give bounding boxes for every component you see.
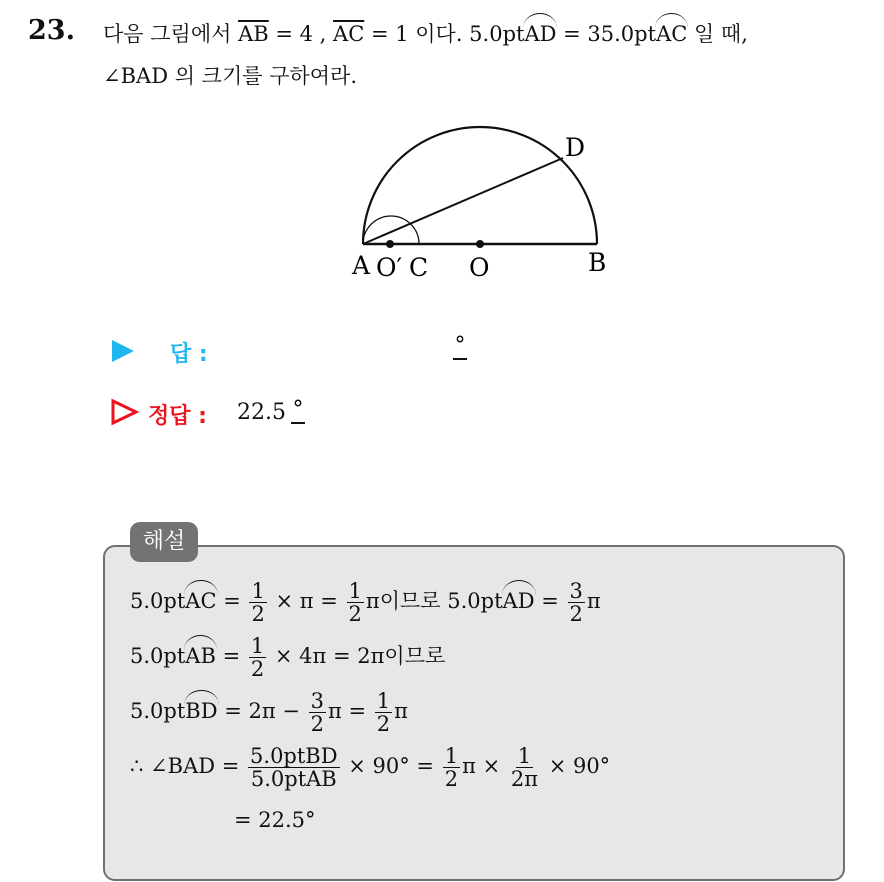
- eq-text: × 4π = 2π이므로: [268, 644, 446, 669]
- question-text: = 4 ,: [268, 22, 334, 46]
- correct-arrow-icon: [110, 398, 140, 426]
- question-text: = 1 이다. 5.0pt: [364, 22, 525, 46]
- fraction-half: $\frac{1}{2}$: [251, 579, 265, 627]
- fraction-half: $\frac{1}{2}$: [376, 689, 391, 737]
- chord-ad: [363, 158, 563, 244]
- point-o: [476, 240, 484, 248]
- answer-label: 답 :: [170, 342, 208, 367]
- eq-text: =: [221, 754, 247, 779]
- arc-bd: BD: [185, 699, 218, 724]
- answer-unit: °: [454, 333, 466, 358]
- question-line-1: [103, 18, 748, 48]
- semicircle-figure: [330, 110, 630, 290]
- question-text: 다음 그림에서: [103, 22, 239, 46]
- solution-line-1: [130, 580, 601, 625]
- arc-ac: AC: [185, 589, 217, 614]
- solution-line-5: = 22.5°: [234, 808, 316, 832]
- prefix-text: 5.0pt: [130, 699, 186, 724]
- prefix-text: 5.0pt: [130, 589, 186, 614]
- solution-line-3: [130, 690, 408, 735]
- question-number: 23.: [28, 15, 75, 46]
- answer-arrow-icon: [112, 340, 134, 362]
- prefix-text: 5.0pt: [130, 644, 186, 669]
- question-text: = 35.0pt: [556, 22, 657, 46]
- segment-ac: $\overline{AC}$: [333, 22, 365, 46]
- fraction-three-halves: $\frac{3}{2}$: [310, 689, 324, 737]
- eq-text: π ×: [462, 754, 507, 779]
- correct-value: 22.5: [237, 400, 286, 425]
- fraction-half: $\frac{1}{2}$: [250, 634, 265, 682]
- solution-tab: 해설: [130, 522, 198, 562]
- eq-text: =: [534, 589, 566, 614]
- fraction-one-over-two-pi: $\frac{1}{2\pi}$: [510, 744, 539, 792]
- eq-text: π: [394, 699, 408, 724]
- eq-text: = 2π −: [217, 699, 307, 724]
- therefore-text: ∴ ∠BAD: [130, 754, 222, 779]
- solution-line-2: [130, 635, 445, 680]
- eq-text: =: [216, 589, 248, 614]
- point-o-prime: [386, 240, 394, 248]
- correct-label: 정답 :: [148, 404, 207, 429]
- eq-text: × 90°: [542, 754, 611, 779]
- fraction-three-halves: $\frac{3}{2}$: [569, 579, 583, 627]
- arc-ac: AC: [656, 22, 688, 46]
- label-o-prime: O′: [376, 253, 403, 282]
- label-a: A: [352, 251, 371, 280]
- eq-text: × π =: [268, 589, 345, 614]
- fraction-arc-ratio: $\frac{\text{5.0ptBD}}{\text{5.0ptAB}}$: [250, 744, 338, 792]
- label-d: D: [565, 133, 586, 162]
- solution-line-4: [130, 745, 610, 790]
- label-c: C: [409, 253, 429, 282]
- correct-unit: °: [292, 397, 304, 422]
- question-text: 일 때,: [687, 22, 748, 46]
- eq-text: π =: [328, 699, 373, 724]
- arc-ad: AD: [502, 589, 535, 614]
- semicircle-arc: [363, 127, 597, 244]
- eq-text: =: [215, 644, 247, 669]
- arc-ad: AD: [524, 22, 557, 46]
- segment-ab: $\overline{AB}$: [238, 22, 269, 46]
- label-b: B: [588, 248, 607, 277]
- eq-text: × 90° =: [341, 754, 441, 779]
- fraction-half: $\frac{1}{2}$: [348, 579, 362, 627]
- label-o: O: [469, 253, 490, 282]
- eq-text: π: [586, 589, 601, 614]
- eq-text: π이므로 5.0pt: [365, 589, 503, 614]
- arc-ab: AB: [185, 644, 216, 669]
- fraction-half: $\frac{1}{2}$: [444, 744, 459, 792]
- question-line-2: ∠BAD 의 크기를 구하여라.: [103, 64, 358, 88]
